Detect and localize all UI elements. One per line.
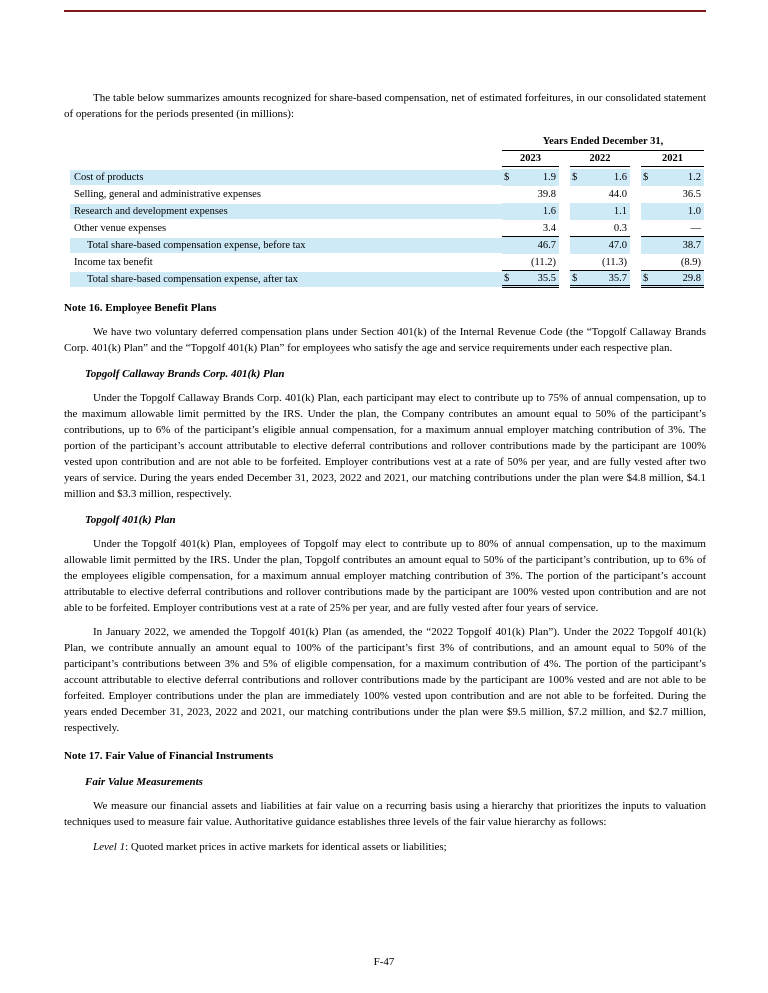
level1-text: : Quoted market prices in active markets for identical assets or liabilities;	[125, 841, 447, 853]
table-row	[70, 254, 704, 271]
compensation-table-body	[70, 169, 704, 288]
subhead-topgolf-401k-plan: Topgolf 401(k) Plan	[85, 514, 176, 526]
column-gap	[559, 271, 570, 288]
value-cell	[570, 254, 630, 271]
column-gap	[630, 151, 641, 167]
currency-symbol: $	[643, 272, 649, 284]
value-text: 1.1	[613, 206, 627, 217]
currency-symbol: $	[504, 272, 510, 284]
column-gap	[630, 237, 641, 254]
share-based-compensation-table	[70, 135, 704, 288]
value-cell	[502, 220, 559, 237]
row-label: Total share-based compensation expense, before tax	[70, 238, 502, 253]
year-column-2023: 2023	[502, 152, 559, 167]
value-text: 44.0	[608, 189, 627, 200]
currency-symbol: $	[504, 172, 510, 183]
note16-paragraph-1: We have two voluntary deferred compensation plans under Section 401(k) of the Internal Revenue Code (the “Topgolf Callaway Brands Corp. 401(k) Plan” and the “Topgolf 401(k) Plan” for employees who satisfy the age and service requirements under each respective plan.	[64, 326, 706, 354]
value-cell	[641, 203, 704, 220]
column-gap	[630, 169, 641, 186]
value-text: 1.9	[542, 172, 556, 183]
row-label: Selling, general and administrative expenses	[74, 189, 261, 200]
column-gap	[559, 203, 570, 220]
value-text: 47.0	[608, 240, 627, 251]
table-row	[70, 203, 704, 220]
table-row	[70, 237, 704, 254]
column-gap	[559, 220, 570, 237]
value-text: 39.8	[537, 189, 556, 200]
value-cell	[641, 186, 704, 203]
table-row	[70, 271, 704, 288]
note17-paragraph-1: We measure our financial assets and liabilities at fair value on a recurring basis using a hierarchy that prioritizes the inputs to valuation techniques used to measure fair value. Authoritative guidance establishes three levels of the fair value hierarchy as follows:	[64, 800, 706, 828]
value-cell	[502, 169, 559, 186]
value-text: 1.0	[687, 206, 701, 217]
value-cell	[570, 169, 630, 186]
value-text: 29.8	[682, 272, 701, 284]
column-gap	[559, 237, 570, 254]
table-period-header-row	[70, 135, 704, 151]
column-gap	[559, 151, 570, 167]
currency-symbol: $	[572, 272, 578, 284]
value-cell	[570, 220, 630, 237]
value-text: (11.2)	[531, 256, 556, 268]
column-gap	[630, 254, 641, 271]
value-text: 1.6	[542, 206, 556, 217]
value-cell	[502, 203, 559, 220]
level1-label: Level 1	[93, 841, 126, 853]
year-column-2022: 2022	[570, 152, 630, 167]
column-gap	[559, 254, 570, 271]
column-gap	[559, 186, 570, 203]
note16-paragraph-2: Under the Topgolf Callaway Brands Corp. 401(k) Plan, each participant may elect to contribute up to 75% of annual compensation, up to the maximum allowable limit permitted by the IRS. Under the plan, the Company contributes an amount equal to 50% of the participant’s contributions, up to 6% of the participant’s eligible annual compensation, for a maximum annual employer matching contribution of 3%. The portion of the participant’s account attributable to elective deferral contributions and rollover contributions made by the participant are 100% vested upon contribution and are not able to be forfeited. Employer contributions vest at a rate of 50% per year, and are fully vested after two years of service. During the years ended December 31, 2023, 2022 and 2021, our matching contributions under the plan were $4.8 million, $4.1 million and $3.3 million, respectively.	[64, 392, 706, 500]
value-cell	[641, 237, 704, 254]
table-row	[70, 169, 704, 186]
value-text: 35.5	[537, 272, 556, 284]
value-text: 3.4	[542, 222, 556, 234]
value-cell	[502, 271, 559, 288]
table-row	[70, 220, 704, 237]
note16-title: Note 16. Employee Benefit Plans	[64, 302, 217, 314]
row-label: Other venue expenses	[74, 223, 167, 234]
value-cell	[502, 237, 559, 254]
period-header: Years Ended December 31,	[502, 135, 704, 151]
value-cell	[570, 186, 630, 203]
column-gap	[559, 169, 570, 186]
row-label: Research and development expenses	[70, 204, 502, 219]
top-horizontal-rule	[64, 10, 706, 12]
column-gap	[630, 186, 641, 203]
level1-line	[64, 839, 706, 855]
value-text: —	[690, 222, 701, 234]
value-cell	[641, 169, 704, 186]
intro-paragraph: The table below summarizes amounts recognized for share-based compensation, net of estimated forfeitures, in our consolidated statement of operations for the periods presented (in millions):	[64, 92, 706, 120]
value-cell	[570, 271, 630, 288]
column-gap	[630, 220, 641, 237]
table-year-header-row	[70, 151, 704, 167]
subhead-topgolf-callaway-brands-plan: Topgolf Callaway Brands Corp. 401(k) Plan	[85, 368, 285, 380]
value-cell	[570, 203, 630, 220]
value-cell	[641, 271, 704, 288]
row-label: Cost of products	[70, 170, 502, 185]
value-cell	[570, 237, 630, 254]
value-text: 38.7	[682, 240, 701, 251]
note16-paragraph-4: In January 2022, we amended the Topgolf 401(k) Plan (as amended, the “2022 Topgolf 401(k) Plan”). Under the 2022 Topgolf 401(k) Plan, we contribute annually an amount equal to 100% of the participant’s first 3% of contributions, and an amount equal to 50% of the participant’s contributions between 3% and 5% of eligible compensation, for a maximum contribution of 4%. The portion of the participant’s account attributable to elective deferral contributions and rollover contributions made by the participant are 100% vested and are not able to be forfeited. Employer contributions under the plan are immediately 100% vested upon contribution and are not able to be forfeited. During the years ended December 31, 2023, 2022 and 2021, our matching contributions under the plan were $9.5 million, $7.2 million, and $2.7 million, respectively.	[64, 626, 706, 734]
value-cell	[502, 254, 559, 271]
page-footer: F-47	[373, 956, 395, 968]
note16-paragraph-3: Under the Topgolf 401(k) Plan, employees of Topgolf may elect to contribute up to 80% of annual compensation, up to the maximum allowable limit permitted by the IRS. Under the plan, Topgolf contributes an amount equal to 50% of the participant’s contribution, up to 6% of the employees eligible compensation, for a maximum annual employer matching contribution of 3%. The portion of the participant’s account attributable to elective deferral contributions and rollover contributions made by the participant are 100% vested upon contribution and are not able to be forfeited. Employer contributions vest at a rate of 25% per year, and are fully vested after four years of service.	[64, 538, 706, 614]
value-cell	[641, 220, 704, 237]
value-text: 1.2	[687, 172, 701, 183]
value-text: (8.9)	[680, 256, 701, 268]
column-gap	[630, 203, 641, 220]
value-text: 1.6	[613, 172, 627, 183]
value-text: 0.3	[613, 222, 627, 234]
value-text: (11.3)	[602, 256, 627, 268]
value-cell	[502, 186, 559, 203]
column-gap	[630, 271, 641, 288]
value-text: 46.7	[537, 240, 556, 251]
currency-symbol: $	[643, 172, 649, 183]
subhead-fair-value-measurements: Fair Value Measurements	[85, 776, 203, 788]
row-label: Income tax benefit	[74, 257, 153, 268]
value-cell	[641, 254, 704, 271]
value-text: 36.5	[682, 189, 701, 200]
table-row	[70, 186, 704, 203]
value-text: 35.7	[608, 272, 627, 284]
year-column-2021: 2021	[641, 152, 704, 167]
currency-symbol: $	[572, 172, 578, 183]
row-label: Total share-based compensation expense, after tax	[70, 272, 502, 287]
note17-title: Note 17. Fair Value of Financial Instruments	[64, 750, 274, 762]
